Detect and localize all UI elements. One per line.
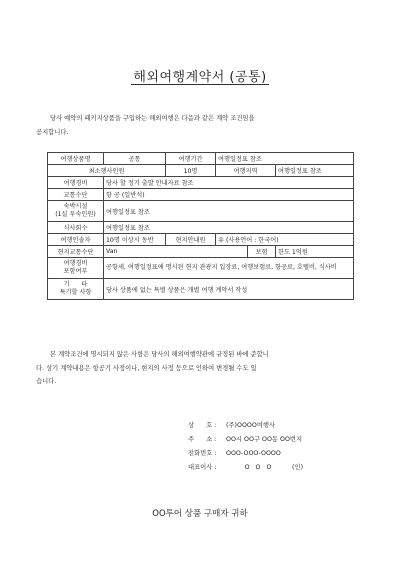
lodging-value: 여행일정표 참조 (104, 201, 354, 222)
local-guide-value: 유 (사용언어 : 한국어) (216, 234, 354, 246)
document-title: 해외여행계약서 (공통) (133, 70, 267, 85)
company-phone-row (188, 447, 303, 461)
special-value: 당사 상품에 없는 특별 상품은 개별 여행 계약서 작성 (104, 279, 354, 300)
special-label-line: 특기할 사항 (59, 289, 92, 296)
company-name-row (188, 419, 303, 433)
cost-label: 여행경비 (48, 177, 104, 189)
note-line: 다. 상기 계약내용은 항공기 사정이나, 현지의 사정 등으로 인하여 변경될 수도 있 (36, 364, 257, 372)
region-label: 여행지역 (216, 165, 276, 177)
special-label-line: 기 타 (63, 281, 88, 288)
company-ceo-value: O O O (244, 464, 272, 471)
company-ceo-row (188, 461, 303, 475)
product-name-label: 여행상품명 (48, 153, 104, 165)
local-guide-label: 현지안내원 (166, 234, 216, 246)
guide-label: 여행인솔자 (48, 234, 104, 246)
company-info (188, 419, 303, 475)
included-label-line: 여행경비 (63, 260, 88, 267)
table-row (48, 258, 354, 279)
guide-value: 10명 이상시 동반 (104, 234, 166, 246)
cost-value: 당사 할 정기 출발 안내자료 참조 (104, 177, 354, 189)
period-label: 여행기간 (166, 153, 216, 165)
period-value: 여행일정표 참조 (216, 153, 354, 165)
company-phone-label: 전화번호 : (188, 450, 217, 457)
table-row (48, 246, 354, 258)
table-row (48, 189, 354, 201)
transport-label: 교통수단 (48, 189, 104, 201)
lodging-label (48, 201, 104, 222)
note-line: 습니다. (36, 378, 57, 385)
table-row (48, 222, 354, 234)
included-label-line: 포함여부 (63, 268, 88, 275)
company-phone-value: OOO-OOO-OOOO (226, 450, 281, 457)
table-row (48, 279, 354, 300)
region-value: 여행일정표 참조 (276, 165, 354, 177)
included-label (48, 258, 104, 279)
table-row (48, 234, 354, 246)
meals-label: 식사회수 (48, 222, 104, 234)
included-value: 공항세, 여행일정표에 명시된 현지 관광지 입장료, 여행보험료, 항공료, 호텔비, 식사비 (104, 258, 354, 279)
company-ceo-label: 대표이사 : (188, 464, 217, 471)
table-row (48, 165, 354, 177)
min-departure-value: 10명 (166, 165, 216, 177)
min-departure-label: 최소행사인원 (48, 165, 166, 177)
product-name-value: 공통 (104, 153, 166, 165)
company-address-label: 주 소 : (188, 436, 217, 443)
table-row (48, 177, 354, 189)
contract-table (47, 152, 354, 300)
lodging-label-line: (1실 투숙인원) (55, 211, 96, 218)
addressee: OO투어 상품 구매자 귀하 (152, 509, 248, 519)
company-seal: (인) (292, 464, 304, 471)
insurance-label: 보험 (248, 246, 276, 258)
company-address-row (188, 433, 303, 447)
local-transport-label: 현지교통수단 (48, 246, 104, 258)
intro-line: 공지합니다. (36, 129, 69, 136)
company-name-value: (주)OOOO여행사 (226, 422, 276, 429)
intro-line: 당사 예약의 패키지상품을 구입하는 해외여행은 다음과 같은 계약 조건임을 (50, 115, 255, 122)
insurance-value: 한도 1억원 (276, 246, 354, 258)
local-transport-value: Van (104, 246, 248, 258)
intro-paragraph (36, 112, 366, 140)
special-label (48, 279, 104, 300)
company-address-value: OO시 OO구 OO동 OO번지 (226, 436, 303, 443)
terms-note (36, 348, 366, 389)
transport-value: 항 공 (일반석) (104, 189, 354, 201)
lodging-label-line: 숙박시설 (63, 203, 88, 210)
table-row (48, 153, 354, 165)
meals-value: 여행일정표 참조 (104, 222, 354, 234)
note-line: 본 계약조건에 명시되지 않은 사항은 당사의 해외여행약관에 규정된 바에 준합니 (50, 351, 269, 358)
company-name-label: 상 호 : (188, 422, 217, 429)
table-row (48, 201, 354, 222)
title-underline (131, 84, 269, 85)
